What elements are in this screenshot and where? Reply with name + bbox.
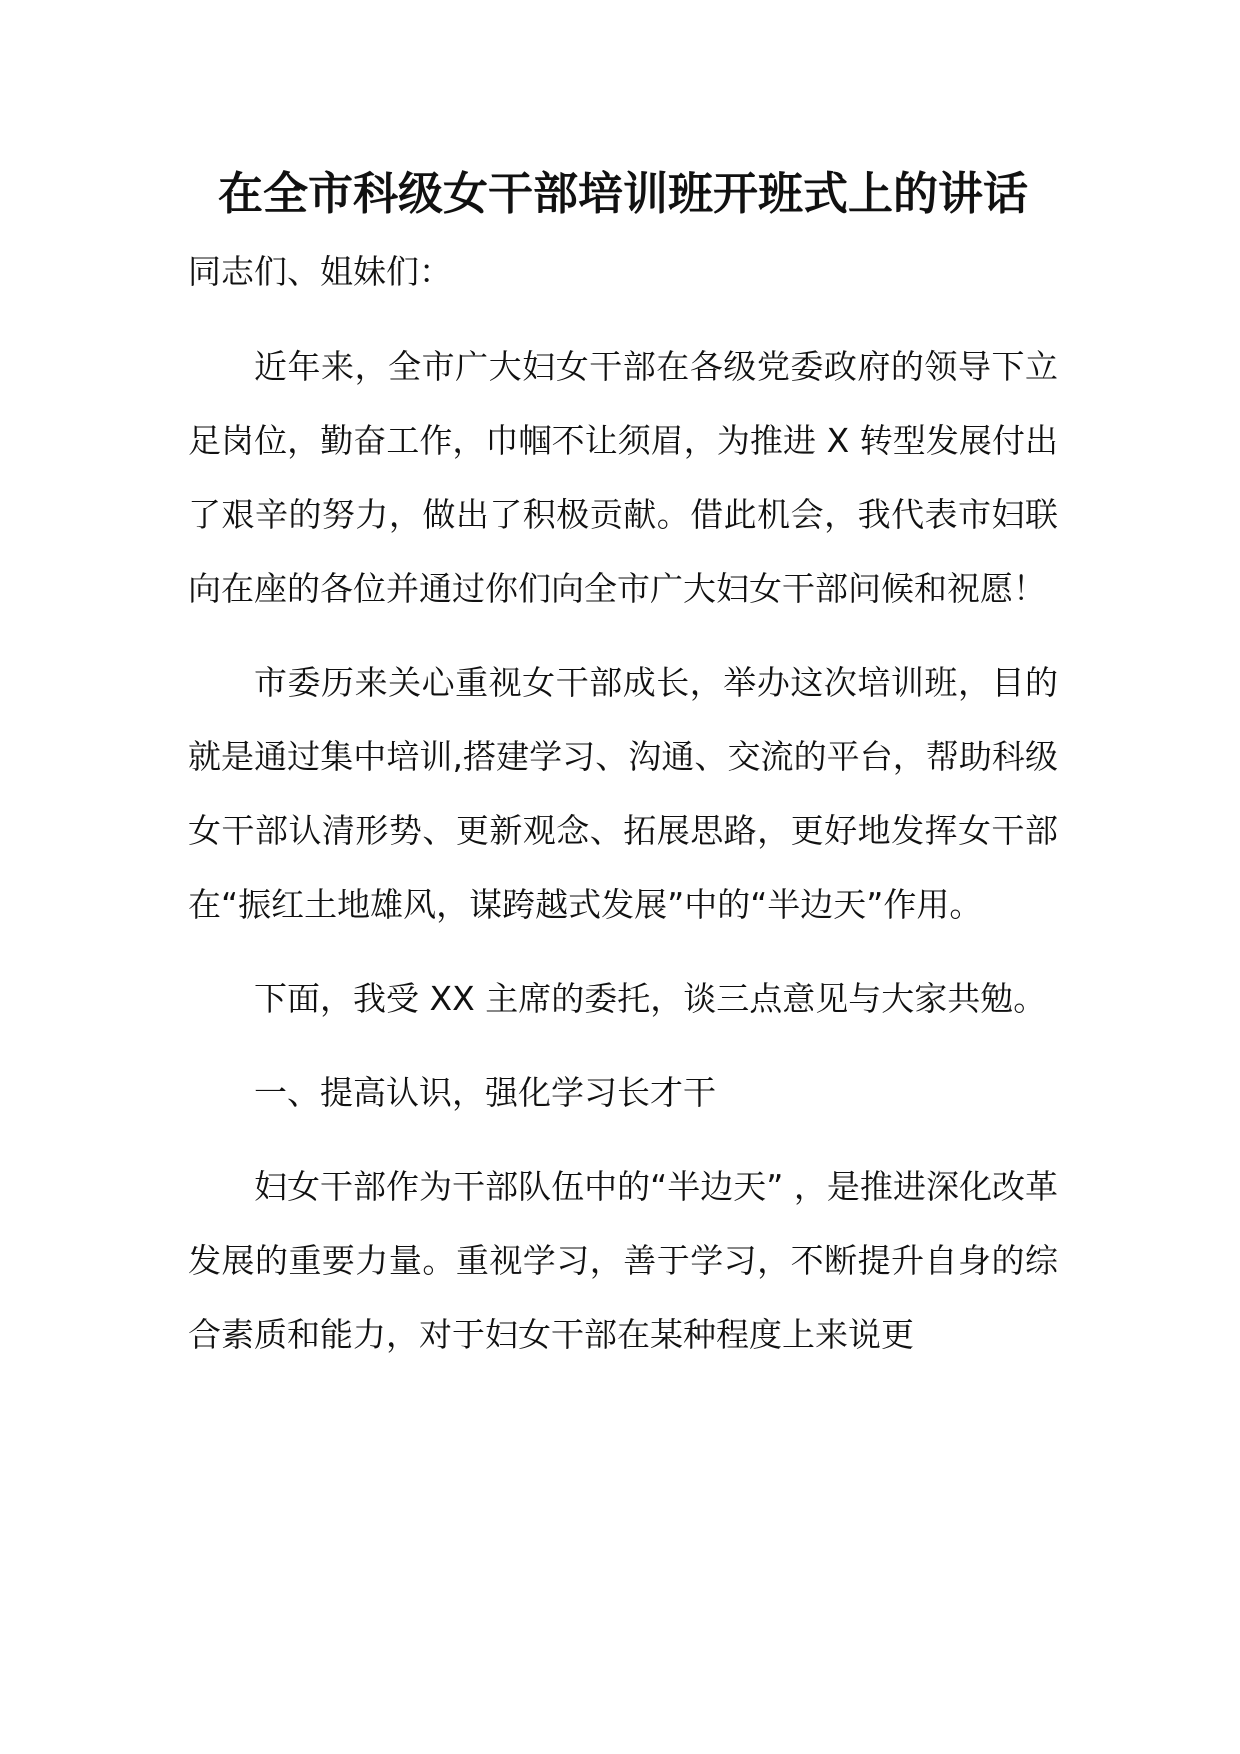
paragraph-intro: 近年来，全市广大妇女干部在各级党委政府的领导下立足岗位，勤奋工作，巾帼不让须眉，为推进 X 转型发展付出了艰辛的努力，做出了积极贡献。借此机会，我代表市妇联向在座的各位并通过你们向全市广大妇女干部问候和祝愿！ xyxy=(188,347,1058,608)
paragraph-purpose: 市委历来关心重视女干部成长，举办这次培训班，目的就是通过集中培训,搭建学习、沟通、交流的平台，帮助科级女干部认清形势、更新观念、拓展思路，更好地发挥女干部在“振红土地雄风，谋跨越式发展”中的“半边天”作用。 xyxy=(188,663,1058,924)
paragraph-transition: 下面，我受 XX 主席的委托，谈三点意见与大家共勉。 xyxy=(254,979,1047,1018)
document-page xyxy=(188,160,1058,1392)
paragraph-section-one: 妇女干部作为干部队伍中的“半边天” ，是推进深化改革发展的重要力量。重视学习，善于学习，不断提升自身的综合素质和能力，对于妇女干部在某种程度上来说更 xyxy=(188,1167,1058,1354)
document-title: 在全市科级女干部培训班开班式上的讲话 xyxy=(217,167,1028,220)
section-heading: 一、提高认识，强化学习长才干 xyxy=(254,1073,716,1112)
salutation: 同志们、姐妹们： xyxy=(188,252,452,291)
